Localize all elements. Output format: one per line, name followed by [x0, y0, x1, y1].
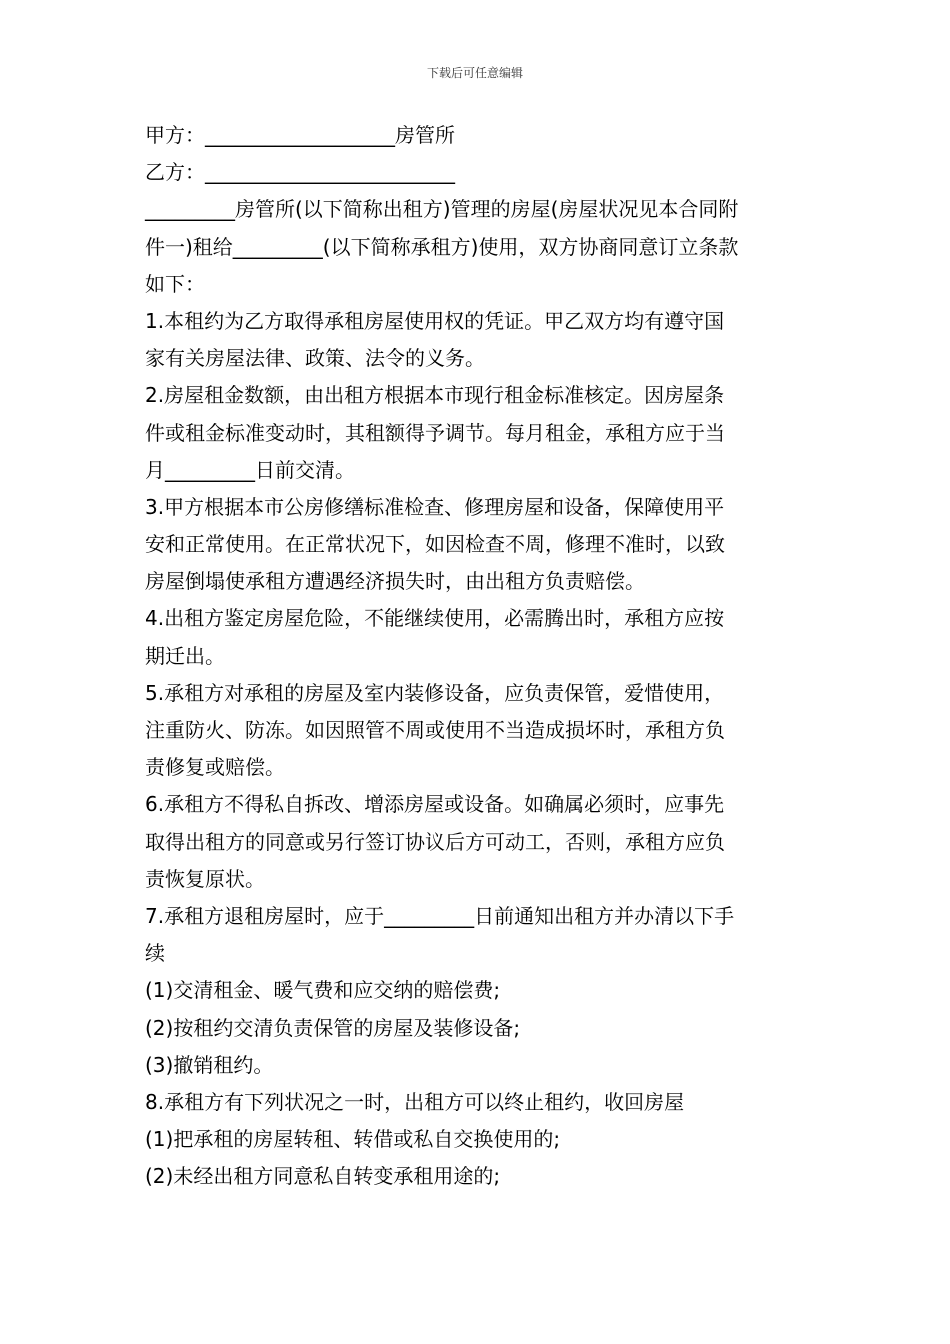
clause-3-line-1: 3.甲方根据本市公房修缮标准检查、修理房屋和设备，保障使用平: [145, 494, 725, 519]
clause-6-line-2: 取得出租方的同意或另行签订协议后方可动工，否则，承租方应负: [145, 829, 725, 854]
clause-7-line-1: 7.承租方退租房屋时，应于_________日前通知出租方并办清以下手: [145, 903, 735, 928]
clause-6-line-3: 责恢复原状。: [145, 866, 265, 891]
clause-8-item-1: (1)把承租的房屋转租、转借或私自交换使用的;: [145, 1127, 561, 1152]
clause-5-line-1: 5.承租方对承租的房屋及室内装修设备，应负责保管，爱惜使用，: [145, 680, 725, 705]
clause-2-line-1: 2.房屋租金数额，由出租方根据本市现行租金标准核定。因房屋条: [145, 383, 725, 408]
clause-3-line-3: 房屋倒塌使承租方遭遇经济损失时，由出租方负责赔偿。: [145, 569, 645, 594]
clause-1-line-1: 1.本租约为乙方取得承租房屋使用权的凭证。甲乙双方均有遵守国: [145, 308, 725, 333]
intro-line-3: 如下：: [145, 271, 205, 296]
document-body: [145, 117, 810, 1195]
party-b-line: 乙方：_________________________: [145, 160, 455, 185]
intro-line-1: _________房管所(以下简称出租方)管理的房屋(房屋状况见本合同附: [145, 197, 739, 222]
clause-5-line-3: 责修复或赔偿。: [145, 755, 285, 780]
intro-line-2: 件一)租给_________(以下简称承租方)使用，双方协商同意订立条款: [145, 234, 739, 259]
clause-7-line-2: 续: [145, 941, 165, 966]
clause-7-item-2: (2)按租约交清负责保管的房屋及装修设备;: [145, 1015, 521, 1040]
clause-8-item-2: (2)未经出租方同意私自转变承租用途的;: [145, 1164, 501, 1189]
clause-4-line-2: 期迁出。: [145, 643, 225, 668]
clause-3-line-2: 安和正常使用。在正常状况下，如因检查不周，修理不准时，以致: [145, 532, 725, 557]
clause-5-line-2: 注重防火、防冻。如因照管不周或使用不当造成损坏时，承租方负: [145, 718, 725, 742]
clause-6-line-1: 6.承租方不得私自拆改、增添房屋或设备。如确属必须时，应事先: [145, 792, 725, 817]
party-a-line: 甲方：___________________房管所: [145, 123, 455, 147]
page-header: 下载后可任意编辑: [426, 66, 523, 80]
clause-4-line-1: 4.出租方鉴定房屋危险，不能继续使用，必需腾出时，承租方应按: [145, 606, 725, 631]
clause-2-line-3: 月_________日前交清。: [145, 457, 355, 482]
clause-7-item-3: (3)撤销租约。: [145, 1052, 274, 1077]
clause-8-line-1: 8.承租方有下列状况之一时，出租方可以终止租约，收回房屋: [145, 1089, 685, 1114]
clause-2-line-2: 件或租金标准变动时，其租额得予调节。每月租金，承租方应于当: [145, 420, 725, 445]
clause-1-line-2: 家有关房屋法律、政策、法令的义务。: [145, 346, 485, 371]
clause-7-item-1: (1)交清租金、暖气费和应交纳的赔偿费;: [145, 978, 501, 1003]
